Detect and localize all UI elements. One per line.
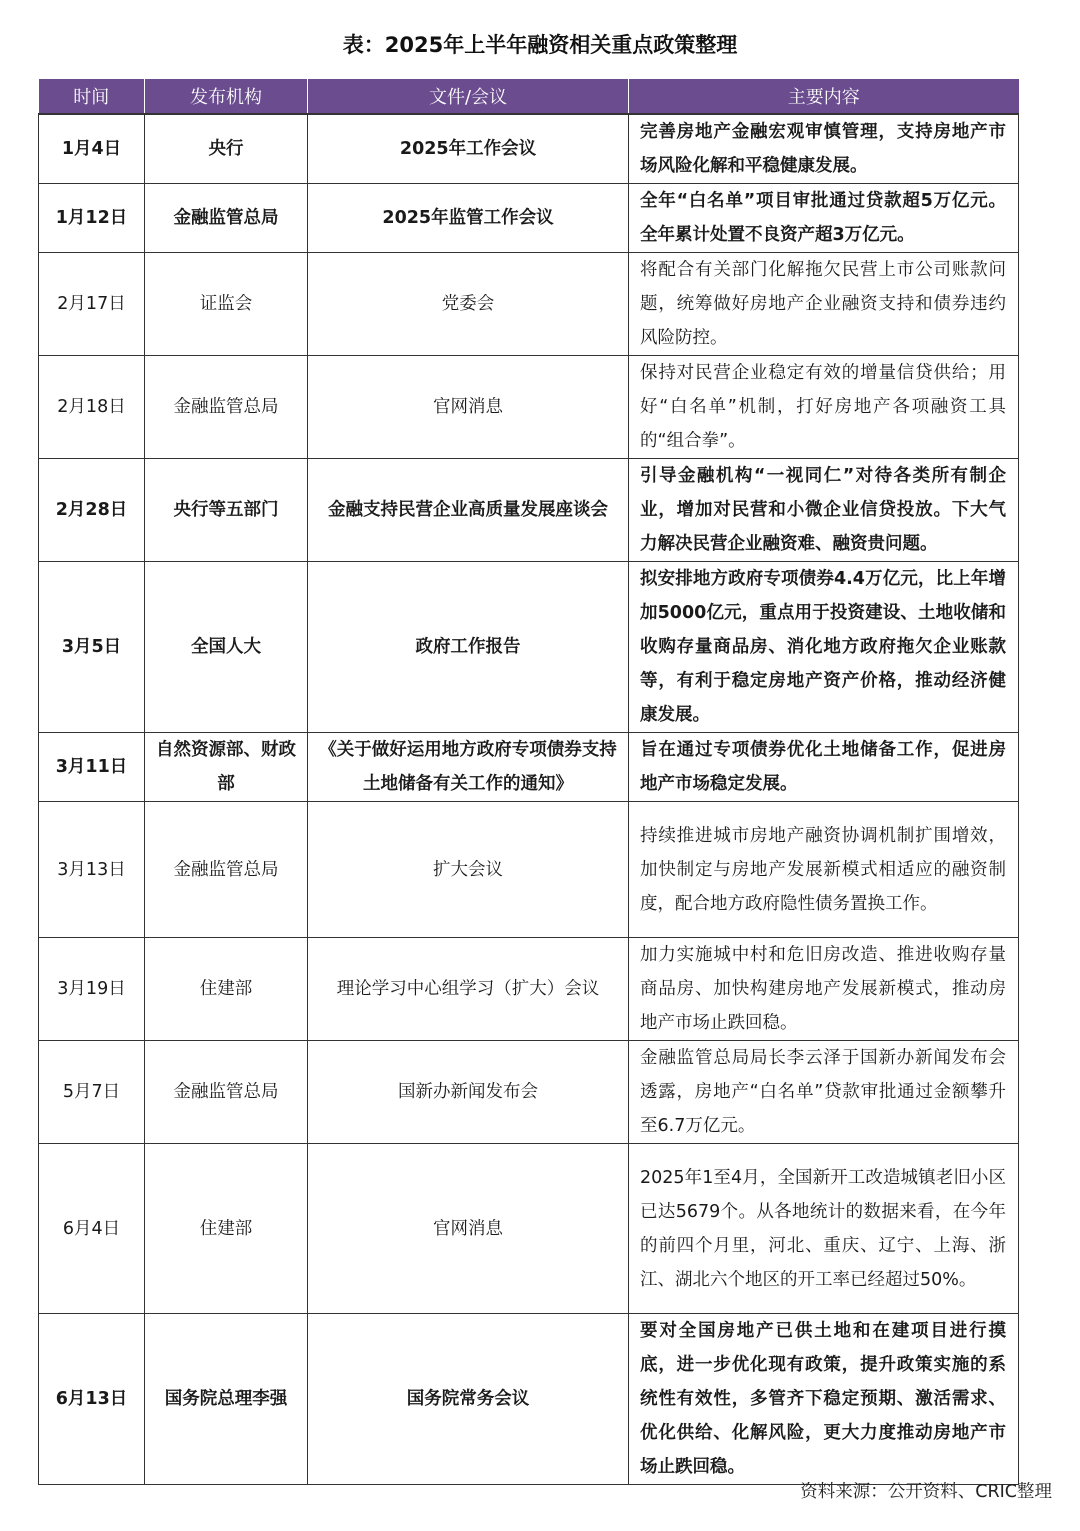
cell-time: 3月5日 [39, 562, 145, 733]
cell-org: 住建部 [145, 1144, 308, 1314]
cell-time: 2月18日 [39, 356, 145, 459]
table-row [39, 1144, 1019, 1314]
header-org: 发布机构 [145, 79, 308, 114]
cell-content: 2025年1至4月，全国新开工改造城镇老旧小区已达5679个。从各地统计的数据来看，在今年的前四个月里，河北、重庆、辽宁、上海、浙江、湖北六个地区的开工率已经超过50%。 [629, 1144, 1019, 1314]
table-row [39, 1041, 1019, 1144]
table-row [39, 562, 1019, 733]
table-row [39, 356, 1019, 459]
cell-org: 金融监管总局 [145, 802, 308, 938]
cell-org: 央行 [145, 114, 308, 184]
table-row [39, 114, 1019, 184]
cell-org: 全国人大 [145, 562, 308, 733]
cell-time: 3月13日 [39, 802, 145, 938]
cell-doc: 金融支持民营企业高质量发展座谈会 [308, 459, 629, 562]
cell-time: 3月11日 [39, 733, 145, 802]
source-note: 资料来源：公开资料、CRIC整理 [800, 1482, 1052, 1502]
cell-content: 保持对民营企业稳定有效的增量信贷供给；用好“白名单”机制，打好房地产各项融资工具的“组合拳”。 [629, 356, 1019, 459]
cell-doc: 《关于做好运用地方政府专项债券支持土地储备有关工作的通知》 [308, 733, 629, 802]
table-row [39, 1314, 1019, 1485]
cell-content: 要对全国房地产已供土地和在建项目进行摸底，进一步优化现有政策，提升政策实施的系统性有效性，多管齐下稳定预期、激活需求、优化供给、化解风险，更大力度推动房地产市场止跌回稳。 [629, 1314, 1019, 1485]
cell-time: 6月13日 [39, 1314, 145, 1485]
cell-doc: 理论学习中心组学习（扩大）会议 [308, 938, 629, 1041]
cell-content: 全年“白名单”项目审批通过贷款超5万亿元。全年累计处置不良资产超3万亿元。 [629, 184, 1019, 253]
table-title: 表：2025年上半年融资相关重点政策整理 [342, 33, 738, 57]
cell-doc: 2025年工作会议 [308, 114, 629, 184]
cell-doc: 政府工作报告 [308, 562, 629, 733]
cell-content: 加力实施城中村和危旧房改造、推进收购存量商品房、加快构建房地产发展新模式，推动房地产市场止跌回稳。 [629, 938, 1019, 1041]
cell-org: 金融监管总局 [145, 356, 308, 459]
cell-org: 自然资源部、财政部 [145, 733, 308, 802]
table-row [39, 938, 1019, 1041]
cell-org: 金融监管总局 [145, 184, 308, 253]
cell-time: 2月28日 [39, 459, 145, 562]
header-content: 主要内容 [629, 79, 1019, 114]
cell-doc: 扩大会议 [308, 802, 629, 938]
cell-doc: 国务院常务会议 [308, 1314, 629, 1485]
cell-org: 国务院总理李强 [145, 1314, 308, 1485]
cell-org: 住建部 [145, 938, 308, 1041]
cell-org: 央行等五部门 [145, 459, 308, 562]
table-row [39, 733, 1019, 802]
cell-time: 3月19日 [39, 938, 145, 1041]
cell-doc: 党委会 [308, 253, 629, 356]
header-doc: 文件/会议 [308, 79, 629, 114]
cell-doc: 官网消息 [308, 1144, 629, 1314]
cell-doc: 2025年监管工作会议 [308, 184, 629, 253]
cell-content: 完善房地产金融宏观审慎管理，支持房地产市场风险化解和平稳健康发展。 [629, 114, 1019, 184]
cell-content: 将配合有关部门化解拖欠民营上市公司账款问题，统筹做好房地产企业融资支持和债券违约风险防控。 [629, 253, 1019, 356]
table-row [39, 459, 1019, 562]
policy-table [38, 79, 1019, 1485]
cell-doc: 官网消息 [308, 356, 629, 459]
cell-content: 引导金融机构“一视同仁”对待各类所有制企业，增加对民营和小微企业信贷投放。下大气力解决民营企业融资难、融资贵问题。 [629, 459, 1019, 562]
table-row [39, 253, 1019, 356]
cell-content: 金融监管总局局长李云泽于国新办新闻发布会透露，房地产“白名单”贷款审批通过金额攀升至6.7万亿元。 [629, 1041, 1019, 1144]
header-row [39, 79, 1019, 114]
cell-time: 2月17日 [39, 253, 145, 356]
table-row [39, 802, 1019, 938]
cell-org: 证监会 [145, 253, 308, 356]
cell-content: 旨在通过专项债券优化土地储备工作，促进房地产市场稳定发展。 [629, 733, 1019, 802]
cell-time: 1月4日 [39, 114, 145, 184]
cell-content: 拟安排地方政府专项债券4.4万亿元，比上年增加5000亿元，重点用于投资建设、土地收储和收购存量商品房、消化地方政府拖欠企业账款等，有利于稳定房地产资产价格，推动经济健康发展。 [629, 562, 1019, 733]
header-time: 时间 [39, 79, 145, 114]
cell-content: 持续推进城市房地产融资协调机制扩围增效，加快制定与房地产发展新模式相适应的融资制度，配合地方政府隐性债务置换工作。 [629, 802, 1019, 938]
cell-time: 5月7日 [39, 1041, 145, 1144]
cell-time: 1月12日 [39, 184, 145, 253]
cell-time: 6月4日 [39, 1144, 145, 1314]
cell-org: 金融监管总局 [145, 1041, 308, 1144]
table-row [39, 184, 1019, 253]
cell-doc: 国新办新闻发布会 [308, 1041, 629, 1144]
